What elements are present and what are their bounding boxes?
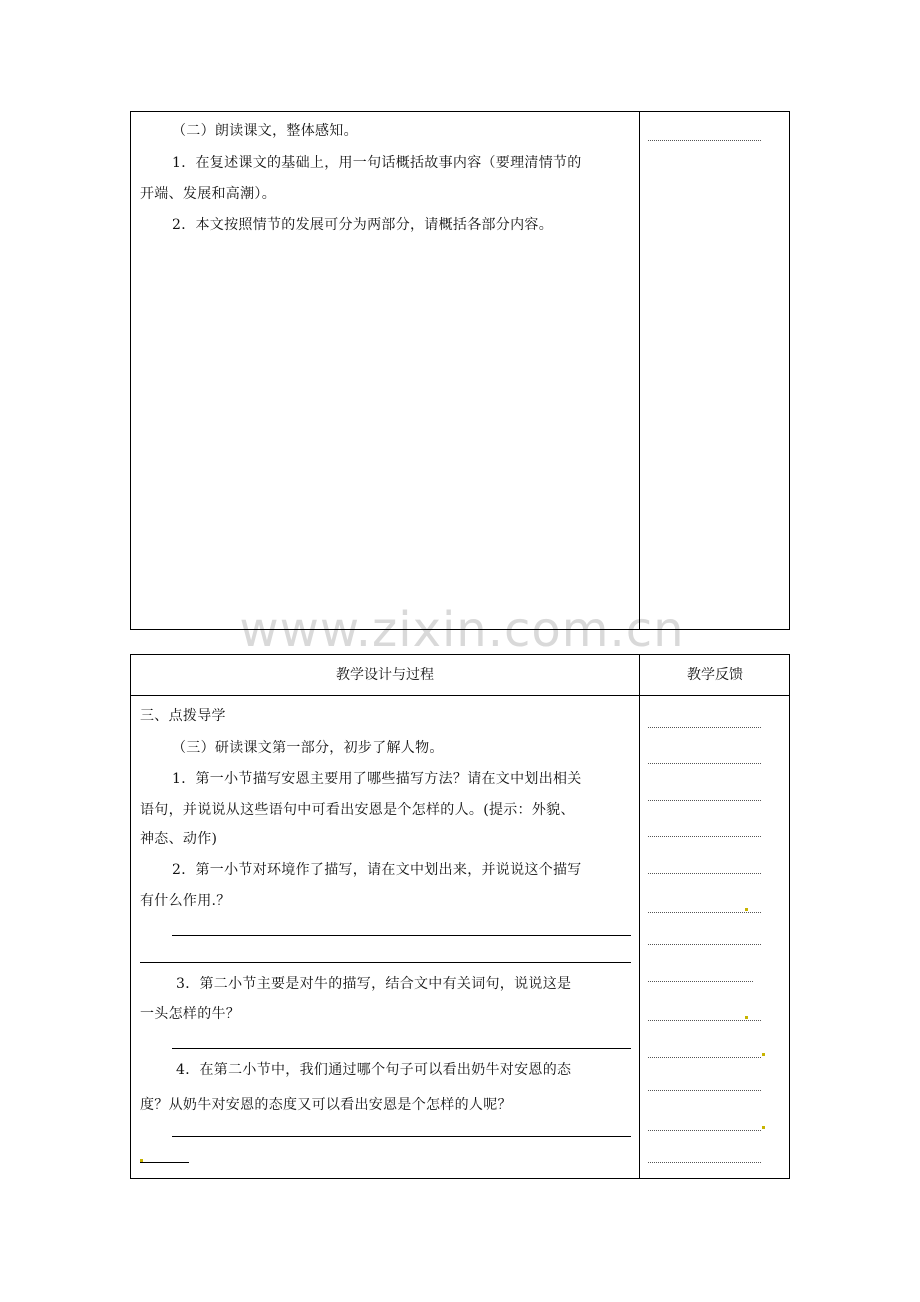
answer-line[interactable] [140, 962, 631, 963]
question-4-line-1: 4．在第二小节中，我们通过哪个句子可以看出奶牛对安恩的态 [176, 1062, 572, 1078]
question-3-line-2: 一头怎样的牛？ [140, 1006, 241, 1022]
section-subheading-part-one: （三）研读课文第一部分，初步了解人物。 [172, 740, 444, 756]
header-teaching-design: 教学设计与过程 [336, 667, 434, 683]
question-1-line-1: 1．在复述课文的基础上，用一句话概括故事内容（要理清情节的 [172, 155, 582, 171]
question-2-line-1: 2．第一小节对环境作了描写，请在文中划出来，并说说这个描写 [172, 862, 582, 878]
watermark: www.zixin.com.cn [239, 602, 685, 658]
question-3-line-1: 3．第二小节主要是对牛的描写，结合文中有关词句，说说这是 [176, 976, 572, 992]
table-2-divider [639, 654, 640, 1179]
highlight-mark [745, 1016, 748, 1019]
highlight-mark [762, 1053, 765, 1056]
feedback-dotted-line [648, 800, 761, 801]
header-teaching-feedback: 教学反馈 [687, 667, 743, 683]
table-2-header-rule [130, 695, 790, 696]
highlight-mark [745, 908, 748, 911]
feedback-dotted-line [648, 1162, 761, 1163]
feedback-dotted-line [648, 944, 761, 945]
answer-line[interactable] [172, 1136, 631, 1137]
question-1-line-3: 神态、动作) [140, 831, 218, 847]
feedback-dotted-line [648, 1020, 761, 1021]
question-1-line-1: 1．第一小节描写安恩主要用了哪些描写方法？请在文中划出相关 [172, 771, 582, 787]
feedback-dotted-line [648, 912, 761, 913]
highlight-mark [140, 1159, 143, 1162]
feedback-dotted-line [648, 1090, 761, 1091]
question-1-line-2: 语句，并说说从这些语句中可看出安恩是个怎样的人。(提示：外貌、 [140, 802, 575, 818]
feedback-dotted-line [648, 763, 761, 764]
section-title-reading: （二）朗读课文，整体感知。 [172, 123, 358, 139]
feedback-dotted-line [648, 1130, 761, 1131]
feedback-dotted-line [648, 873, 761, 874]
answer-line[interactable] [172, 1048, 631, 1049]
answer-line-short[interactable] [140, 1162, 189, 1163]
feedback-dotted-line [648, 836, 761, 837]
question-2-line-2: 有什么作用.？ [140, 893, 231, 909]
table-1-divider [639, 111, 640, 630]
highlight-mark [762, 1126, 765, 1129]
answer-line[interactable] [172, 935, 631, 936]
feedback-dotted-line [648, 981, 753, 982]
feedback-dotted-line [648, 727, 761, 728]
question-1-line-2: 开端、发展和高潮）。 [140, 186, 276, 202]
feedback-dotted-line [648, 140, 761, 141]
question-2: 2．本文按照情节的发展可分为两部分，请概括各部分内容。 [172, 217, 554, 233]
feedback-dotted-line [648, 1057, 761, 1058]
question-4-line-2: 度？从奶牛对安恩的态度又可以看出安恩是个怎样的人呢？ [140, 1097, 512, 1113]
section-heading-guidance: 三、点拨导学 [140, 708, 226, 724]
